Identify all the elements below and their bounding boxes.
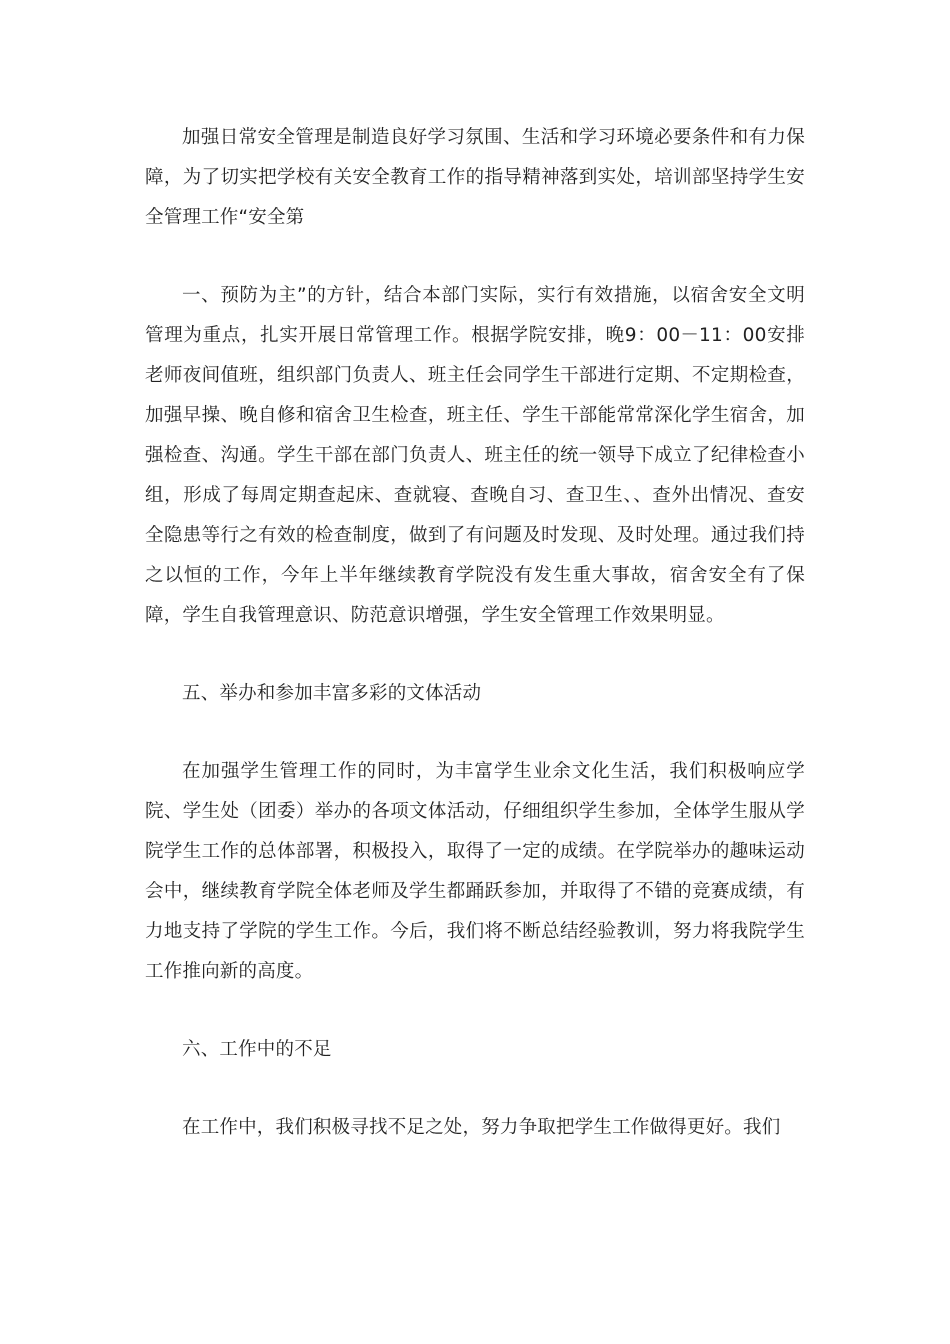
paragraph-safety-intro: 加强日常安全管理是制造良好学习氛围、生活和学习环境必要条件和有力保障，为了切实把学校有关安全教育工作的指导精神落到实处，培训部坚持学生安全管理工作“安全第: [145, 127, 805, 228]
section-heading-activities: 五、举办和参加丰富多彩的文体活动: [182, 683, 482, 704]
paragraph-safety-management: 一、预防为主”的方针，结合本部门实际，实行有效措施，以宿舍安全文明管理为重点，扎实开展日常管理工作。根据学院安排，晚9：00－11：00安排老师夜间值班，组织部门负责人、班主任会同学生干部进行定期、不定期检查，加强早操、晚自修和宿舍卫生检查，班主任、学生干部能常常深化学生宿舍，加强检查、沟通。学生干部在部门负责人、班主任的统一领导下成立了纪律检查小组，形成了每周定期查起床、查就寝、查晚自习、查卫生、、查外出情况、查安全隐患等行之有效的检查制度，做到了有问题及时发现、及时处理。通过我们持之以恒的工作，今年上半年继续教育学院没有发生重大事故，宿舍安全有了保障，学生自我管理意识、防范意识增强，学生安全管理工作效果明显。: [145, 285, 805, 626]
section-heading-shortcomings: 六、工作中的不足: [182, 1039, 332, 1060]
paragraph-activities: 在加强学生管理工作的同时，为丰富学生业余文化生活，我们积极响应学院、学生处（团委）举办的各项文体活动，仔细组织学生参加，全体学生服从学院学生工作的总体部署，积极投入，取得了一定的成绩。在学院举办的趣味运动会中，继续教育学院全体老师及学生都踊跃参加，并取得了不错的竞赛成绩，有力地支持了学院的学生工作。今后，我们将不断总结经验教训，努力将我院学生工作推向新的高度。: [145, 761, 805, 982]
document-body: [145, 118, 805, 1186]
paragraph-shortcomings: 在工作中，我们积极寻找不足之处，努力争取把学生工作做得更好。我们: [182, 1117, 781, 1138]
